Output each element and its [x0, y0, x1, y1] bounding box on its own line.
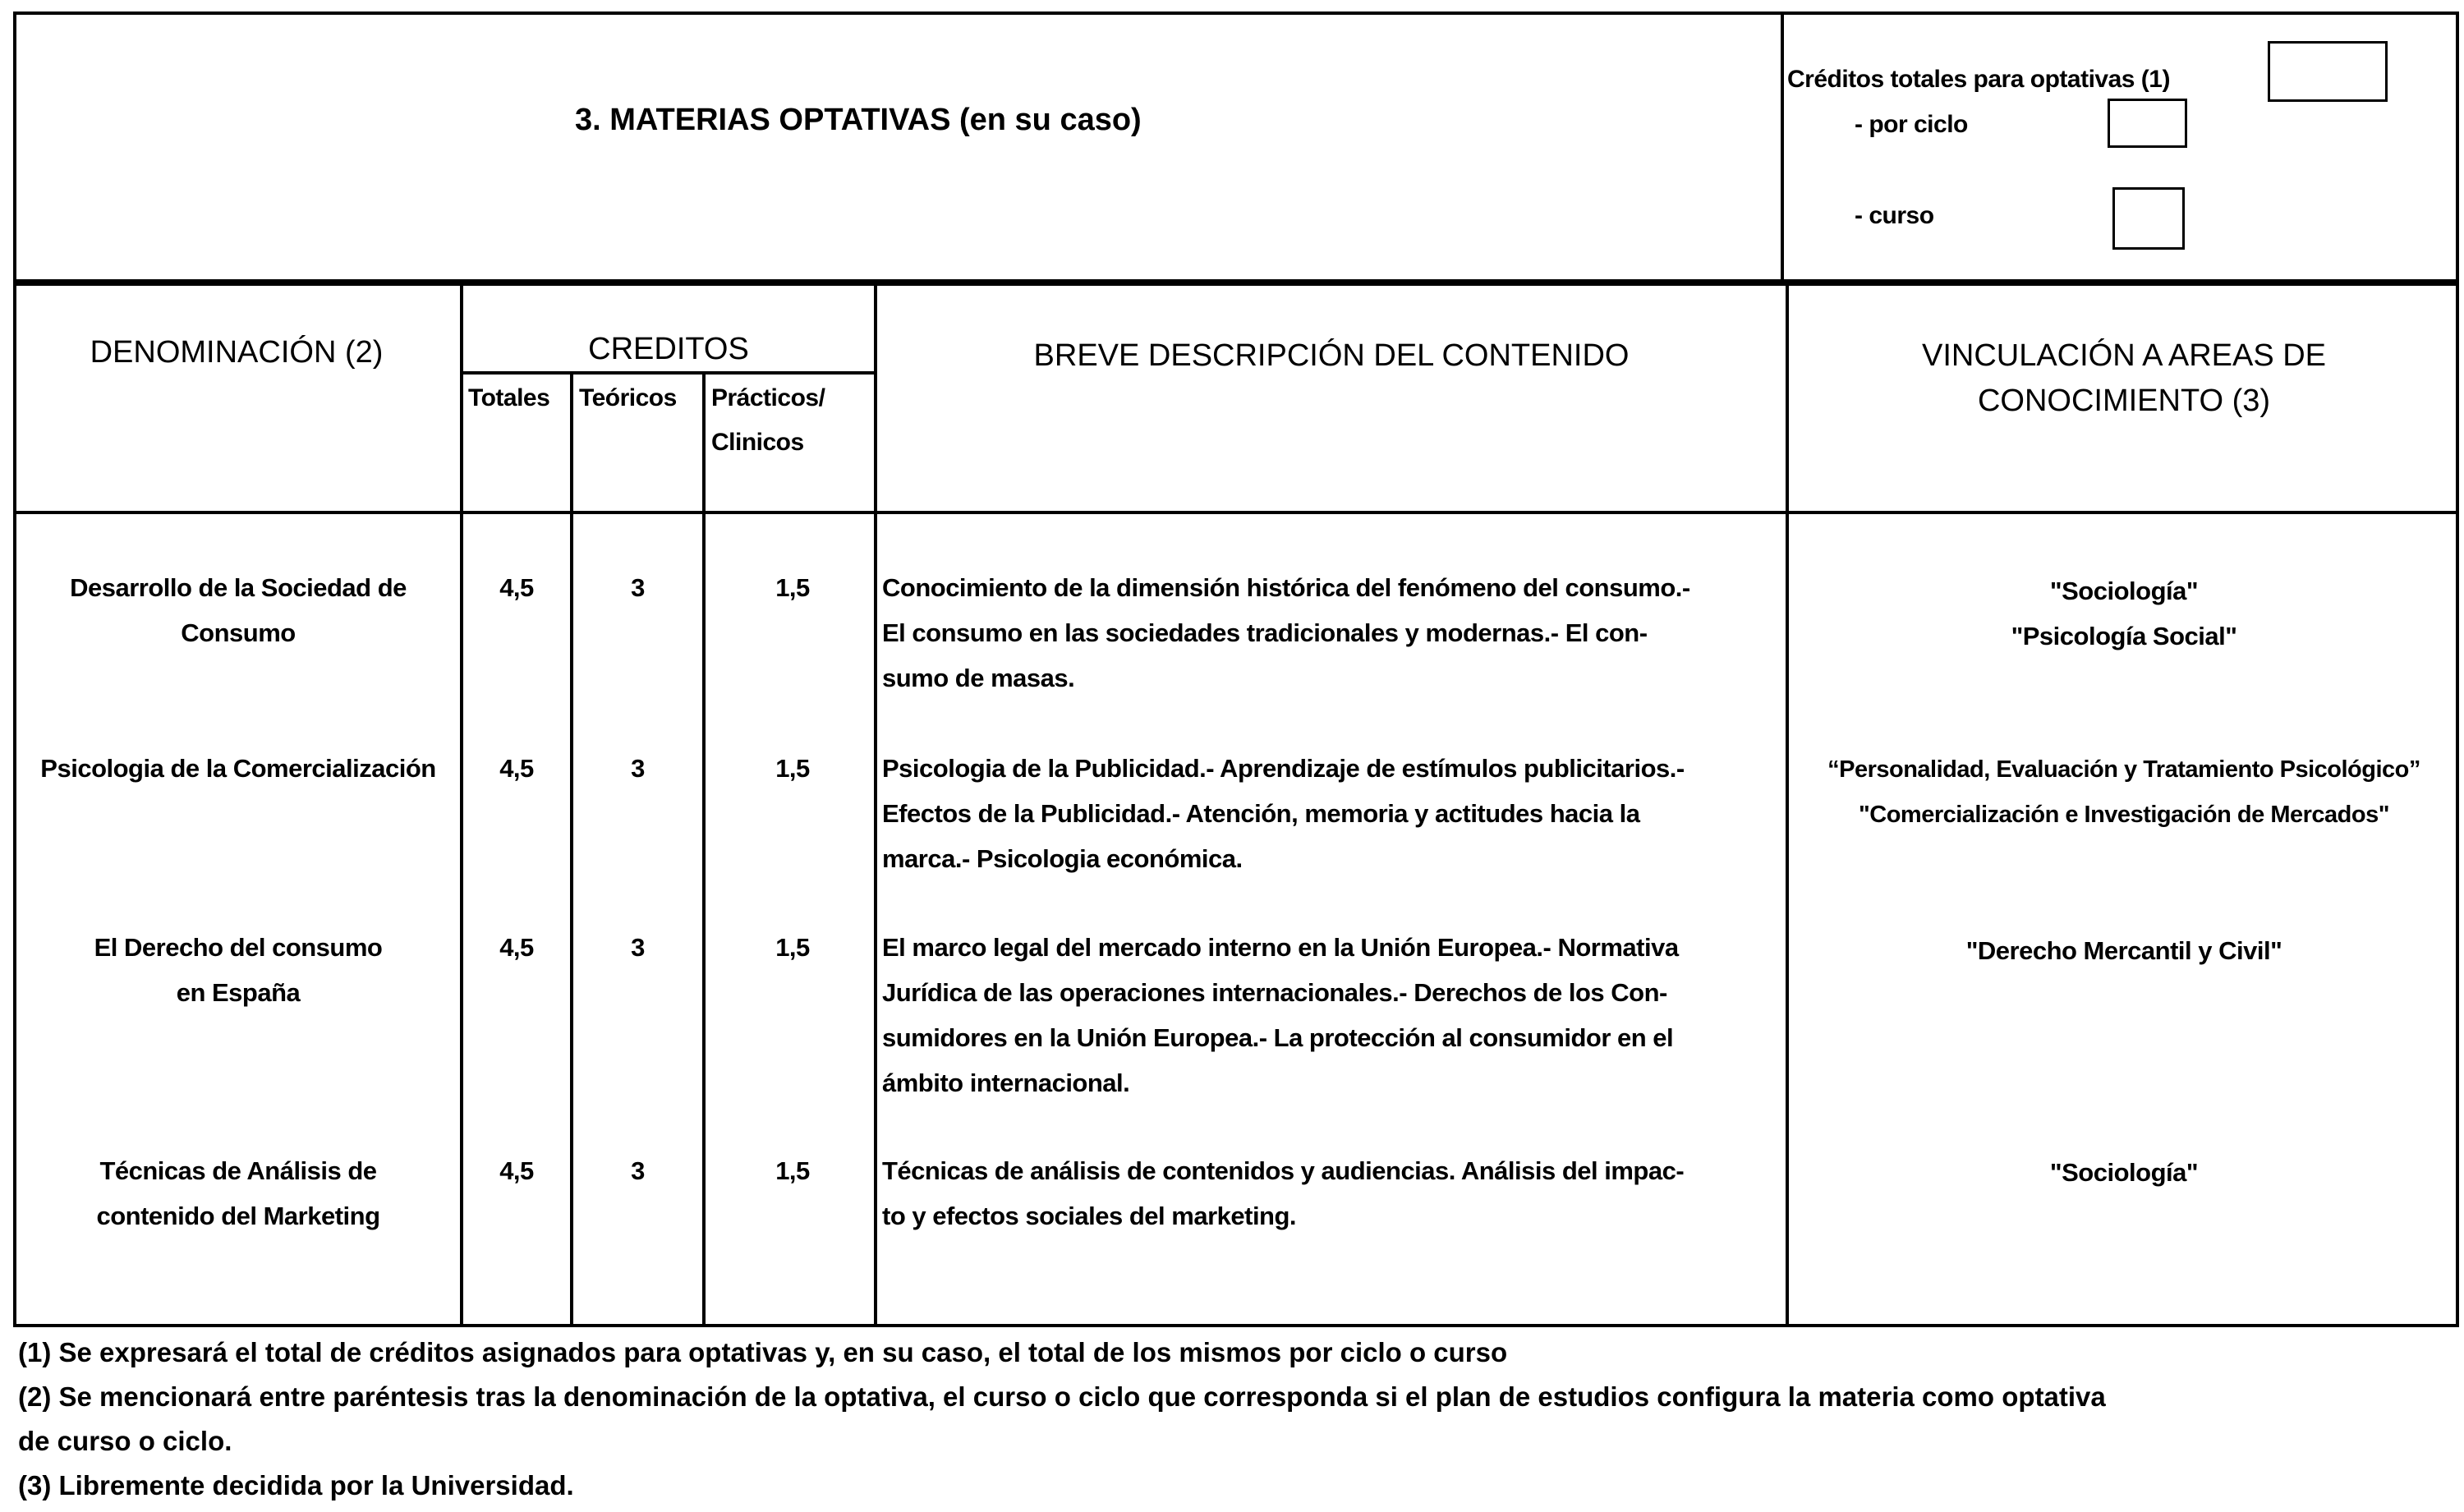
table-row-4-areas: "Sociología"	[2049, 1158, 2199, 1187]
table-row-4-name: Técnicas de Análisis de contenido del Marketing	[96, 1156, 380, 1230]
col-descripcion: BREVE DESCRIPCIÓN DEL CONTENIDO	[1033, 338, 1630, 373]
table-row-1-totales: 4,5	[499, 573, 534, 602]
por-ciclo-label: - por ciclo	[1855, 111, 1968, 138]
footnote-2: (2) Se mencionará entre paréntesis tras la denominación de la optativa, el curso o ciclo que corresponda si el plan de estudios configura la materia como optativa	[18, 1381, 2106, 1412]
table-row-3-name: El Derecho del consumo en España	[94, 933, 383, 1007]
table-row-3-areas: "Derecho Mercantil y Civil"	[1965, 936, 2282, 965]
table-row-3-desc: El marco legal del mercado interno en la Unión Europea.- Normativa Jurídica de las operaciones internacionales.- Derechos de los Con- sumidores en la Unión Europea.- La protección al consumidor en el ámbito internacional.	[882, 933, 1679, 1097]
col-practicos-1: Prácticos/	[711, 384, 825, 411]
table-row-1-practicos: 1,5	[775, 573, 810, 602]
table-row-2-name: Psicologia de la Comercialización	[40, 754, 436, 783]
table-row-1-name: Desarrollo de la Sociedad de Consumo	[70, 573, 407, 647]
table-row-2-totales: 4,5	[499, 754, 534, 783]
section-title: 3. MATERIAS OPTATIVAS (en su caso)	[575, 103, 1142, 137]
col-creditos: CREDITOS	[588, 332, 749, 366]
table-row-1-teoricos: 3	[631, 573, 645, 602]
header-divider	[1781, 11, 1784, 286]
col-divider-3	[702, 371, 706, 1327]
col-divider-4	[874, 279, 877, 1327]
footnote-3: (3) Libremente decidida por la Universidad.	[18, 1470, 574, 1501]
table-row-2-desc: Psicologia de la Publicidad.- Aprendizaje de estímulos publicitarios.- Efectos de la Publicidad.- Atención, memoria y actitudes hacia la marca.- Psicologia económica.	[882, 754, 1685, 873]
table-row-3-teoricos: 3	[631, 933, 645, 962]
table-row-3-practicos: 1,5	[775, 933, 810, 962]
curso-field[interactable]	[2112, 187, 2185, 250]
curso-label: - curso	[1855, 202, 1934, 229]
table-row-3-totales: 4,5	[499, 933, 534, 962]
footnote-2-cont: de curso o ciclo.	[18, 1426, 232, 1456]
col-teoricos: Teóricos	[579, 384, 677, 411]
col-denominacion: DENOMINACIÓN (2)	[90, 335, 384, 370]
table-row-1-areas: "Sociología" "Psicología Social"	[2011, 577, 2237, 650]
col-vinculacion-1: VINCULACIÓN A AREAS DE	[1921, 338, 2327, 373]
header-row-divider	[13, 511, 2459, 514]
table-row-4-teoricos: 3	[631, 1156, 645, 1185]
table-row-4-practicos: 1,5	[775, 1156, 810, 1185]
creditos-divider	[460, 371, 874, 375]
col-vinculacion-2: CONOCIMIENTO (3)	[1977, 384, 2271, 418]
col-totales: Totales	[468, 384, 550, 411]
footnote-1: (1) Se expresará el total de créditos asignados para optativas y, en su caso, el total de los mismos por ciclo o curso	[18, 1337, 1508, 1367]
por-ciclo-field[interactable]	[2108, 99, 2187, 148]
table-row-2-practicos: 1,5	[775, 754, 810, 783]
footnotes	[18, 1330, 2449, 1508]
table-row-4-totales: 4,5	[499, 1156, 534, 1185]
creditos-totales-field[interactable]	[2268, 41, 2388, 102]
table-row-4-desc: Técnicas de análisis de contenidos y audiencias. Análisis del impac- to y efectos sociales del marketing.	[882, 1156, 1685, 1230]
table-row-1-desc: Conocimiento de la dimensión histórica del fenómeno del consumo.- El consumo en las sociedades tradicionales y modernas.- El con- sumo de masas.	[882, 573, 1690, 692]
header-box	[13, 11, 2459, 286]
table-row-2-areas: “Personalidad, Evaluación y Tratamiento Psicológico” "Comercialización e Investigación de Mercados"	[1827, 756, 2420, 828]
creditos-totales-label: Créditos totales para optativas (1)	[1787, 66, 2170, 93]
table-row-2-teoricos: 3	[631, 754, 645, 783]
col-practicos-2: Clinicos	[711, 429, 804, 456]
